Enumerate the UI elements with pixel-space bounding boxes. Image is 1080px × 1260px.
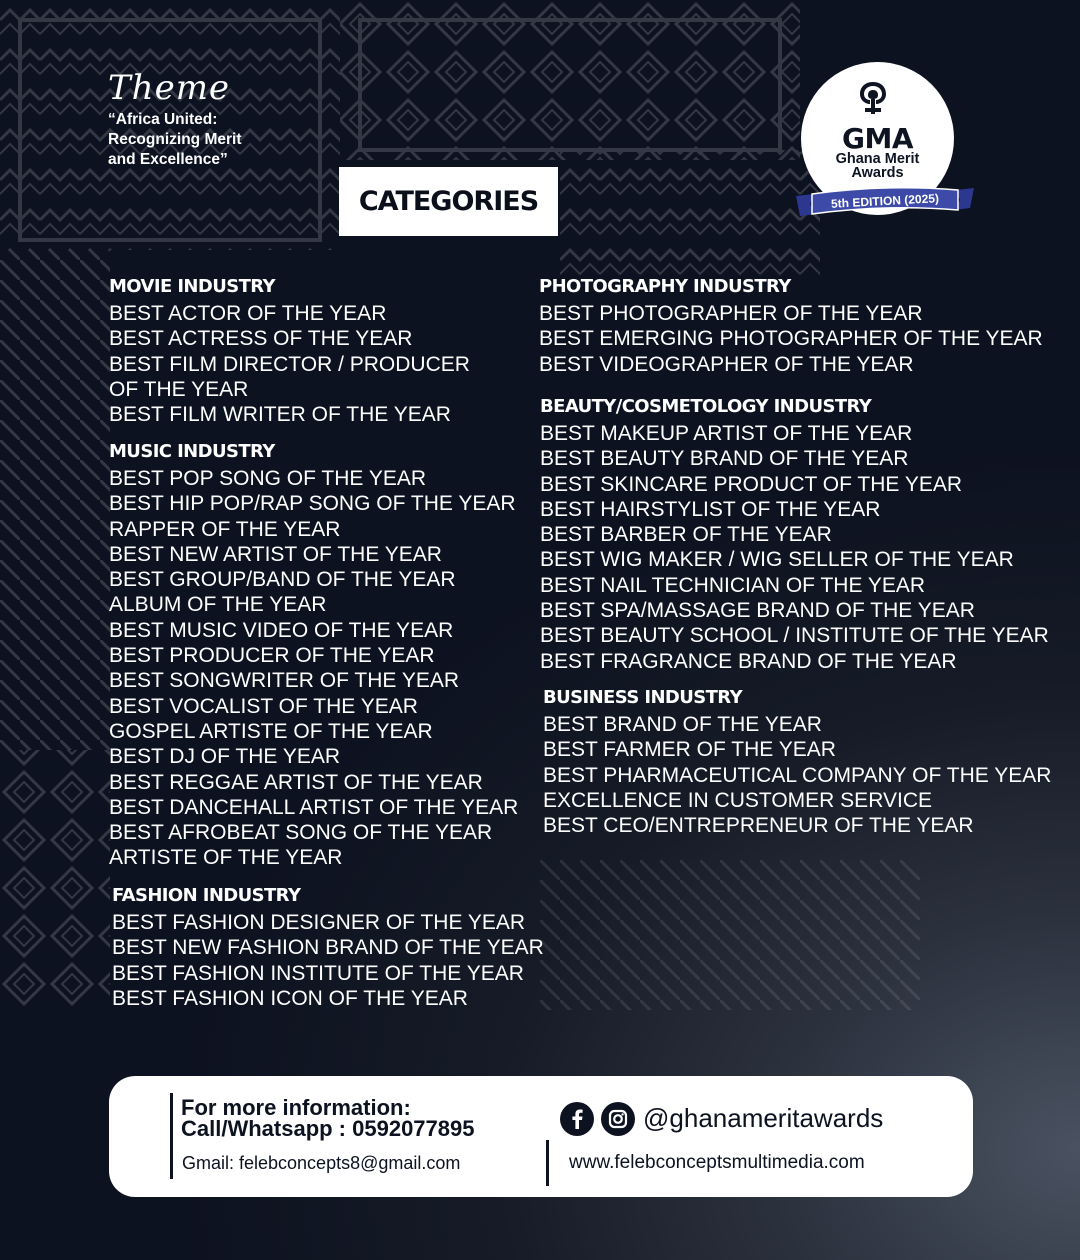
category-item: BEST SKINCARE PRODUCT OF THE YEAR	[540, 472, 963, 496]
category-item: BEST HAIRSTYLIST OF THE YEAR	[540, 497, 881, 521]
gmail-line[interactable]: Gmail: felebconcepts8@gmail.com	[182, 1153, 461, 1173]
category-item: BEST CEO/ENTREPRENEUR OF THE YEAR	[543, 814, 974, 838]
section-title: PHOTOGRAPHY INDUSTRY	[539, 276, 791, 297]
section-beauty-industry	[540, 395, 1049, 674]
category-item: ALBUM OF THE YEAR	[109, 593, 327, 617]
category-item: BEST NAIL TECHNICIAN OF THE YEAR	[540, 573, 926, 597]
website-link[interactable]: www.felebconceptsmultimedia.com	[569, 1152, 865, 1173]
category-item: BEST EMERGING PHOTOGRAPHER OF THE YEAR	[539, 327, 1043, 351]
category-item: OF THE YEAR	[109, 377, 249, 401]
category-item: ARTISTE OF THE YEAR	[109, 846, 343, 870]
category-item: BEST DJ OF THE YEAR	[109, 745, 341, 769]
theme-line-1: “Africa United:	[108, 111, 218, 128]
category-item: BEST PHOTOGRAPHER OF THE YEAR	[539, 302, 923, 325]
logo-name-line-1: Ghana Merit	[835, 151, 920, 167]
category-item: BEST BEAUTY SCHOOL / INSTITUTE OF THE YEAR	[540, 624, 1049, 648]
category-item: BEST ACTRESS OF THE YEAR	[109, 327, 413, 351]
category-item: BEST ACTOR OF THE YEAR	[109, 302, 387, 325]
section-music-industry	[109, 440, 518, 871]
category-item: BEST FASHION INSTITUTE OF THE YEAR	[112, 961, 524, 985]
phone-number[interactable]: 0592077895	[352, 1116, 475, 1141]
category-item: BEST AFROBEAT SONG OF THE YEAR	[109, 821, 493, 845]
category-item: BEST NEW ARTIST OF THE YEAR	[109, 542, 442, 566]
category-item: BEST FASHION ICON OF THE YEAR	[112, 986, 468, 1010]
category-item: BEST FARMER OF THE YEAR	[543, 738, 836, 762]
section-title: FASHION INDUSTRY	[112, 885, 301, 906]
call-label: Call/Whatsapp :	[181, 1116, 353, 1141]
theme-script-label: Theme	[108, 68, 231, 108]
category-item: BEST BRAND OF THE YEAR	[543, 713, 822, 736]
category-item: BEST PRODUCER OF THE YEAR	[109, 644, 435, 668]
category-item: BEST FILM DIRECTOR / PRODUCER	[109, 352, 470, 376]
section-title: MUSIC INDUSTRY	[109, 441, 275, 462]
category-item: EXCELLENCE IN CUSTOMER SERVICE	[543, 788, 932, 812]
contact-card	[109, 1076, 973, 1197]
category-item: BEST SONGWRITER OF THE YEAR	[109, 669, 460, 693]
category-item: BEST FILM WRITER OF THE YEAR	[109, 403, 451, 427]
category-item: BEST WIG MAKER / WIG SELLER OF THE YEAR	[540, 548, 1014, 572]
categories-heading: CATEGORIES	[358, 186, 539, 217]
logo-name	[796, 152, 959, 180]
category-item: BEST NEW FASHION BRAND OF THE YEAR	[112, 936, 544, 960]
adinkra-symbol-icon	[856, 80, 890, 116]
instagram-icon[interactable]	[601, 1102, 635, 1136]
logo-name-line-2: Awards	[851, 165, 904, 181]
category-item: BEST VOCALIST OF THE YEAR	[109, 694, 418, 718]
category-item: BEST FRAGRANCE BRAND OF THE YEAR	[540, 649, 957, 673]
edition-label: 5th EDITION (2025)	[830, 191, 940, 211]
category-item: BEST MUSIC VIDEO OF THE YEAR	[109, 618, 454, 642]
theme-block	[108, 66, 308, 170]
categories-heading-box	[339, 167, 558, 236]
category-item: BEST BEAUTY BRAND OF THE YEAR	[540, 447, 909, 471]
category-item: BEST SPA/MASSAGE BRAND OF THE YEAR	[540, 599, 975, 623]
section-business-industry	[543, 686, 1051, 838]
theme-line-3: and Excellence”	[108, 151, 228, 168]
call-line	[181, 1118, 474, 1140]
category-item: BEST BARBER OF THE YEAR	[540, 523, 832, 547]
category-item: GOSPEL ARTISTE OF THE YEAR	[109, 719, 433, 743]
category-item: BEST DANCEHALL ARTIST OF THE YEAR	[109, 795, 519, 819]
category-item: BEST REGGAE ARTIST OF THE YEAR	[109, 770, 483, 794]
section-title: MOVIE INDUSTRY	[109, 276, 275, 297]
section-photography-industry	[539, 275, 1043, 377]
category-item: BEST FASHION DESIGNER OF THE YEAR	[112, 911, 526, 934]
info-title: For more information:	[181, 1095, 411, 1120]
gma-logo	[796, 62, 974, 227]
category-item: BEST PHARMACEUTICAL COMPANY OF THE YEAR	[543, 763, 1052, 787]
category-item: BEST HIP POP/RAP SONG OF THE YEAR	[109, 492, 516, 516]
logo-abbreviation: GMA	[841, 122, 913, 155]
category-item: BEST VIDEOGRAPHER OF THE YEAR	[539, 352, 914, 376]
facebook-icon[interactable]	[560, 1102, 594, 1136]
category-item: RAPPER OF THE YEAR	[109, 517, 341, 541]
section-movie-industry	[109, 275, 470, 427]
category-item: BEST GROUP/BAND OF THE YEAR	[109, 568, 456, 592]
category-item: BEST POP SONG OF THE YEAR	[109, 467, 427, 490]
section-title: BEAUTY/COSMETOLOGY INDUSTRY	[540, 396, 872, 417]
section-title: BUSINESS INDUSTRY	[543, 687, 743, 708]
section-fashion-industry	[112, 884, 544, 1011]
divider	[170, 1093, 173, 1179]
theme-line-2: Recognizing Merit	[108, 131, 242, 148]
divider	[546, 1140, 549, 1186]
social-handle[interactable]: @ghanameritawards	[643, 1103, 884, 1133]
category-item: BEST MAKEUP ARTIST OF THE YEAR	[540, 422, 913, 445]
